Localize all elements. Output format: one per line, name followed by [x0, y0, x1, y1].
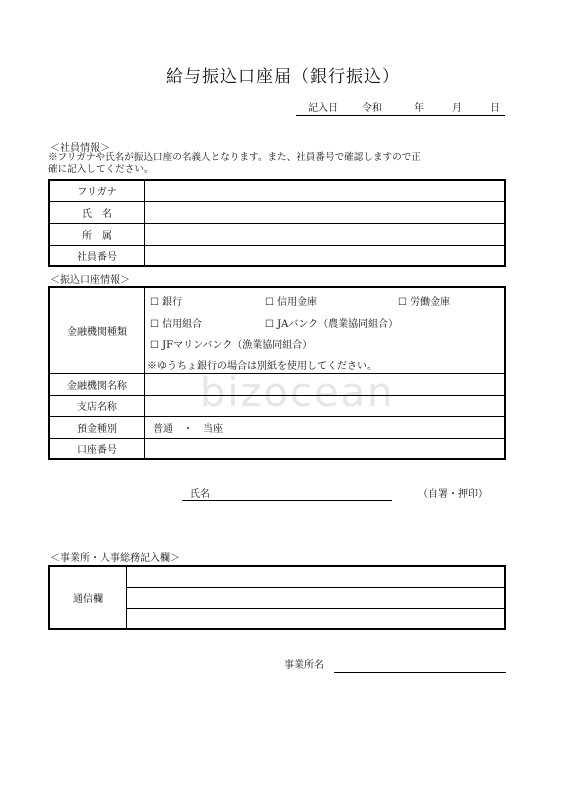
row-label-employee-number: 社員番号	[49, 245, 145, 266]
table-row	[49, 201, 505, 223]
table-row	[49, 416, 505, 438]
signature-name-label: 氏名	[190, 489, 210, 500]
date-day: 日	[490, 103, 500, 114]
date-month: 月	[452, 103, 462, 114]
office-name-line[interactable]	[334, 672, 506, 673]
option-ja[interactable]: ☐ JAバンク（農業協同組合）	[265, 319, 399, 330]
row-label-deposit-type: 預金種別	[49, 416, 145, 438]
date-era: 令和	[362, 103, 382, 114]
option-jf[interactable]: ☐ JFマリンバンク（漁業協同組合）	[150, 340, 313, 351]
table-row	[49, 245, 505, 266]
table-row	[49, 566, 505, 587]
row-label-institution-name: 金融機関名称	[49, 373, 145, 395]
institution-name-field[interactable]	[145, 373, 506, 395]
account-section-header: ＜振込口座情報＞	[50, 275, 130, 286]
employee-note-line1: ※フリガナや氏名が振込口座の名義人となります。また、社員番号で確認しますので正	[48, 152, 421, 163]
option-rokin[interactable]: ☐ 労働金庫	[398, 297, 451, 308]
deposit-type-field[interactable]: 普通 ・ 当座	[145, 416, 506, 438]
office-table	[48, 565, 506, 630]
signature-note: （自署・押印）	[418, 489, 488, 500]
account-number-field[interactable]	[145, 438, 506, 459]
date-line	[296, 93, 505, 116]
employee-number-field[interactable]	[145, 245, 506, 266]
watermark: bizocean	[200, 370, 395, 416]
communication-line-3[interactable]	[127, 608, 506, 629]
employee-section-header: ＜社員情報＞	[50, 143, 110, 154]
row-label-account-number: 口座番号	[49, 438, 145, 459]
communication-line-2[interactable]	[127, 587, 506, 608]
office-name-label: 事業所名	[284, 660, 324, 671]
date-year: 年	[414, 103, 424, 114]
table-row	[49, 223, 505, 245]
row-label-communication: 通信欄	[49, 566, 127, 629]
furigana-field[interactable]	[145, 180, 506, 201]
option-shinkin[interactable]: ☐ 信用金庫	[265, 297, 318, 308]
table-row	[49, 180, 505, 201]
table-row	[49, 395, 505, 416]
signature-line[interactable]	[182, 500, 392, 501]
date-label: 記入日	[308, 103, 338, 114]
communication-line-1[interactable]	[127, 566, 506, 587]
table-row	[49, 287, 505, 373]
employee-note-line2: 確に記入してください。	[48, 164, 154, 175]
table-row	[49, 373, 505, 395]
dept-field[interactable]	[145, 223, 506, 245]
row-label-furigana: フリガナ	[49, 180, 145, 201]
yucho-note: ※ゆうちょ銀行の場合は別紙を使用してください。	[147, 361, 377, 372]
row-label-name: 氏名	[49, 201, 145, 223]
institution-type-options	[145, 287, 506, 373]
document-title: 給与振込口座届（銀行振込）	[166, 67, 400, 87]
table-row	[49, 438, 505, 459]
row-label-dept: 所属	[49, 223, 145, 245]
option-kumiai[interactable]: ☐ 信用組合	[150, 319, 203, 330]
office-section-header: ＜事業所・人事総務記入欄＞	[50, 553, 180, 564]
option-bank[interactable]: ☐ 銀行	[150, 297, 183, 308]
row-label-institution-type: 金融機関種類	[49, 287, 145, 373]
name-field[interactable]	[145, 201, 506, 223]
employee-table	[48, 179, 506, 267]
branch-field[interactable]	[145, 395, 506, 416]
row-label-branch: 支店名称	[49, 395, 145, 416]
account-table	[48, 286, 506, 460]
